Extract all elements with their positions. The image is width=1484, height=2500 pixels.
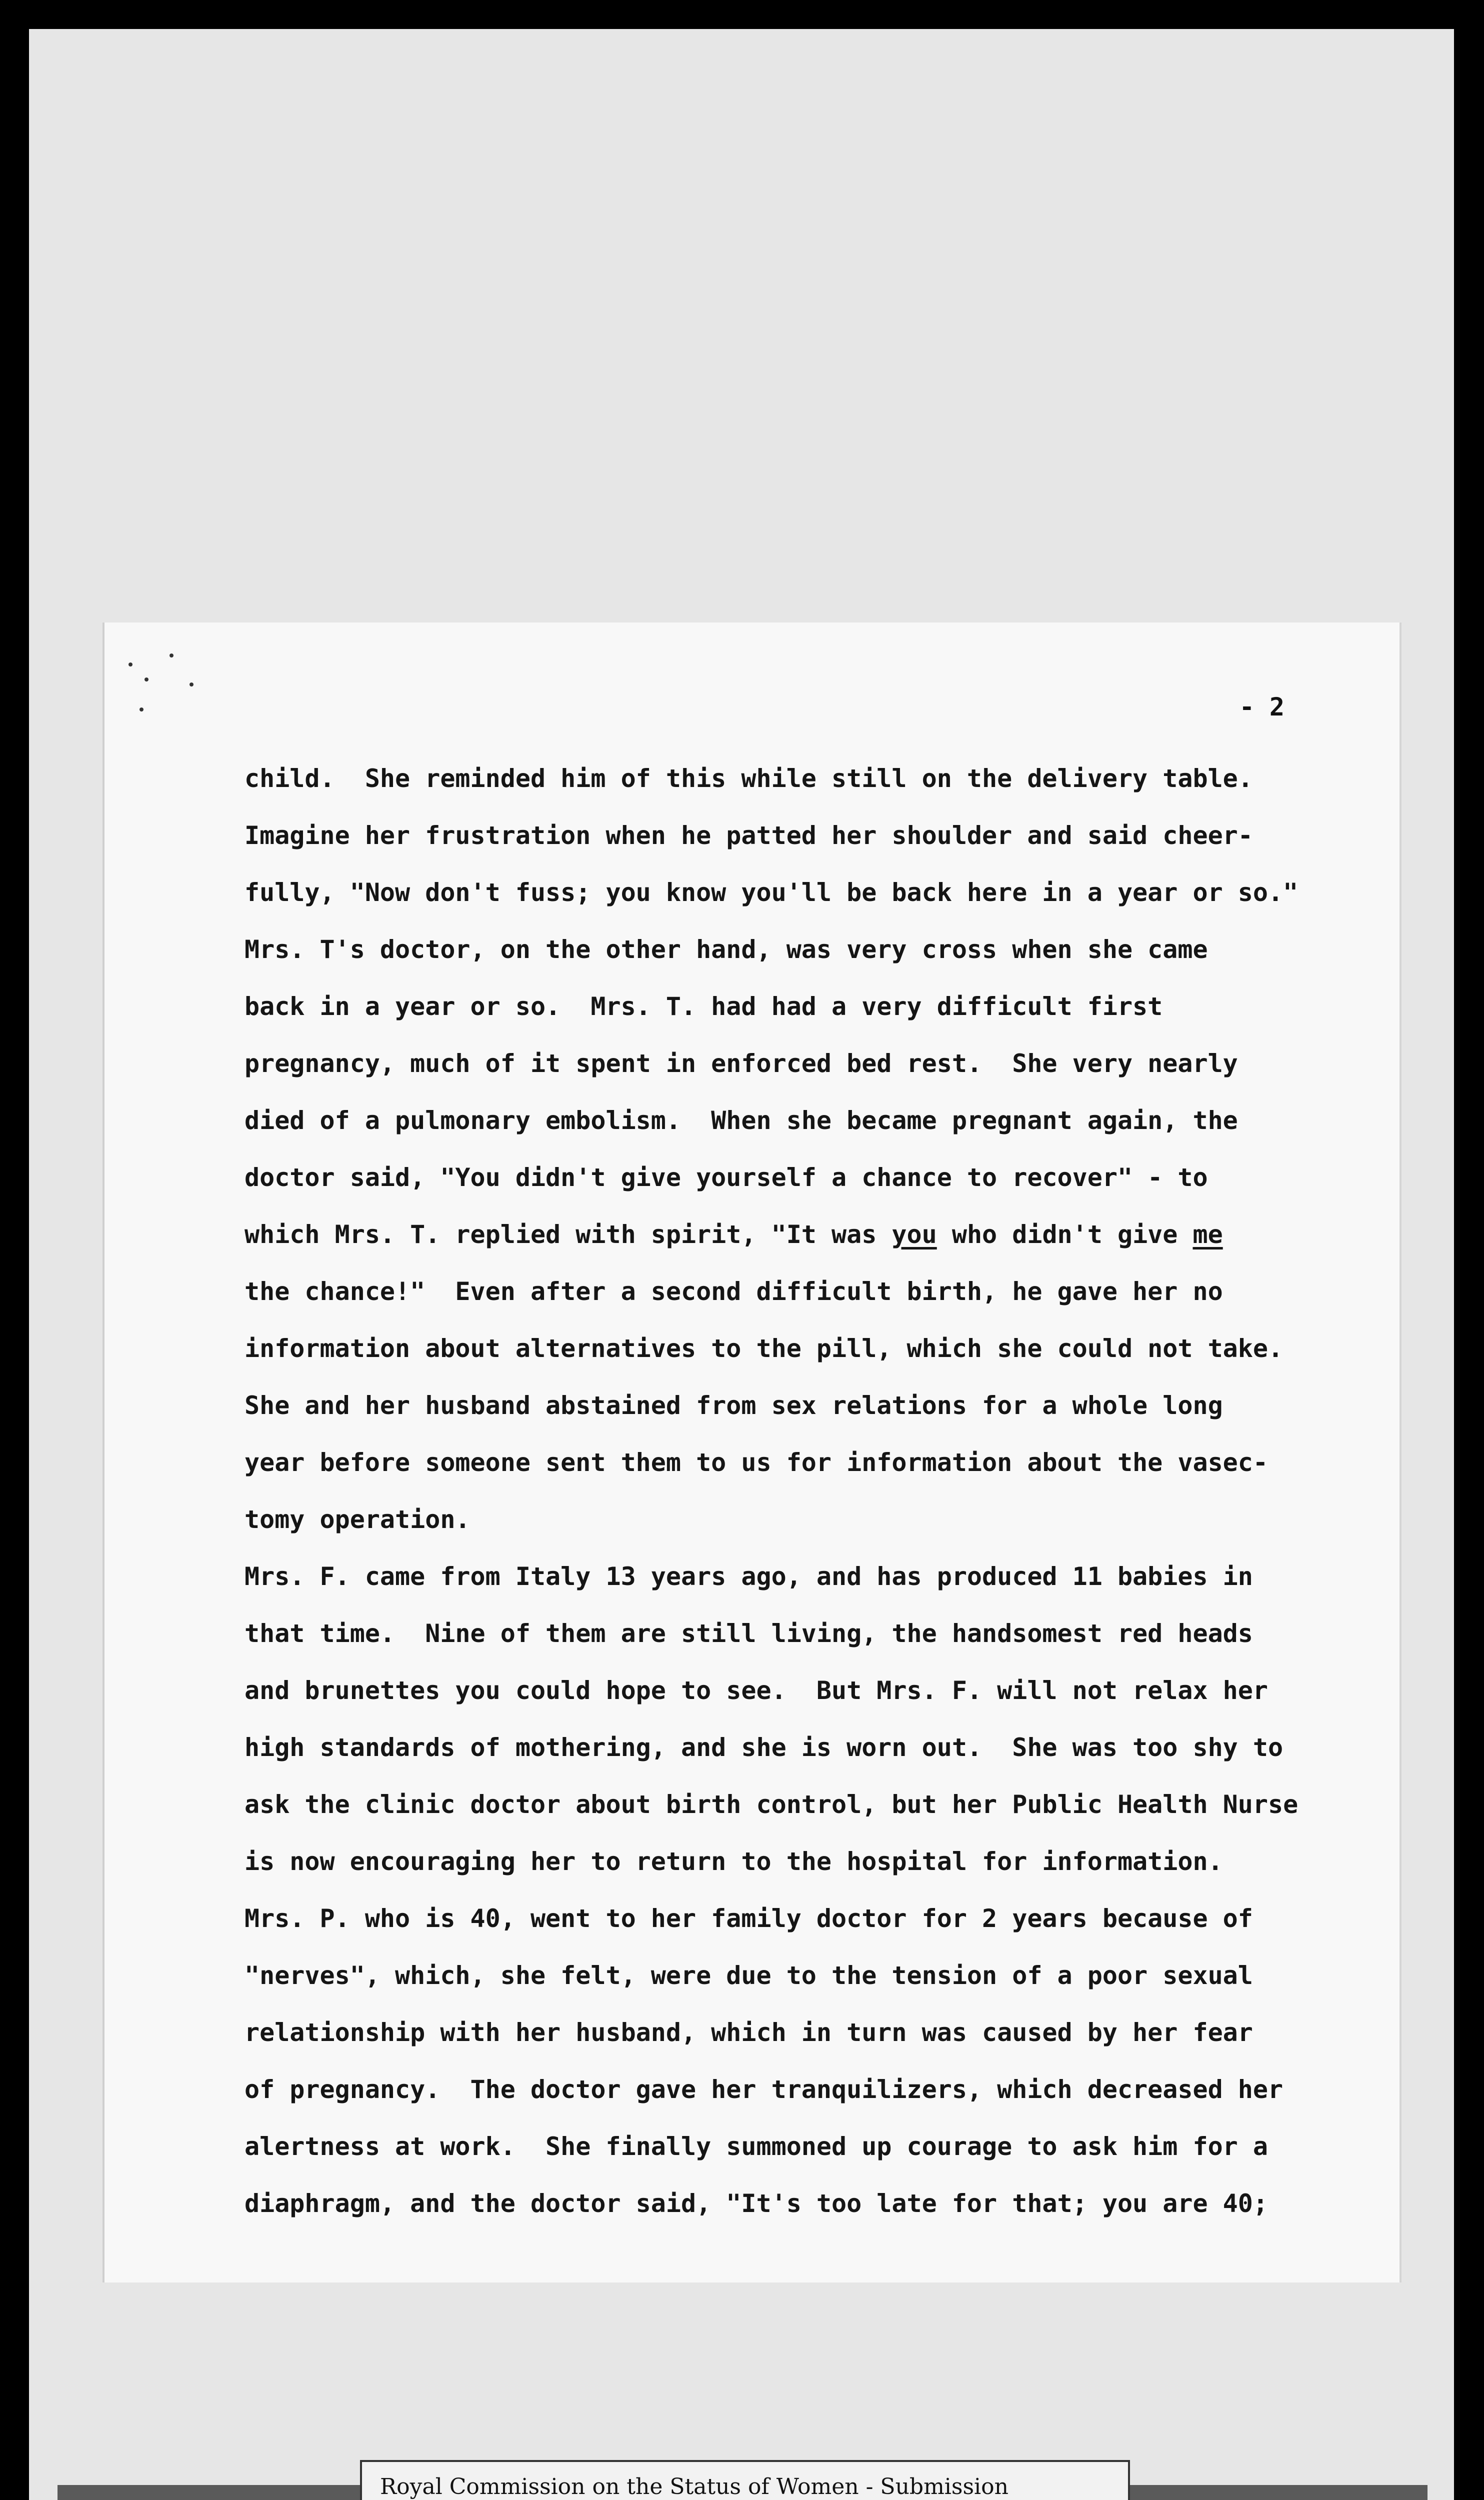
text-line: alertness at work. She finally summoned up courage to ask him for a bbox=[244, 2132, 1268, 2161]
text-line: diaphragm, and the doctor said, "It's too late for that; you are 40; bbox=[244, 2189, 1268, 2218]
text-line: pregnancy, much of it spent in enforced bed rest. She very nearly bbox=[244, 1049, 1238, 1078]
text-line: Mrs. F. came from Italy 13 years ago, and has produced 11 babies in bbox=[244, 1562, 1253, 1591]
typed-page bbox=[102, 622, 1402, 2282]
text-line: fully, "Now don't fuss; you know you'll be back here in a year or so." bbox=[244, 878, 1298, 907]
text-line-segment: who didn't give bbox=[936, 1220, 1193, 1249]
text-line: high standards of mothering, and she is worn out. She was too shy to bbox=[244, 1733, 1284, 1762]
ink-speck bbox=[128, 662, 132, 666]
text-line: Mrs. T's doctor, on the other hand, was very cross when she came bbox=[244, 935, 1208, 964]
text-line: is now encouraging her to return to the hospital for information. bbox=[244, 1847, 1223, 1876]
text-line: She and her husband abstained from sex relations for a whole long bbox=[244, 1391, 1223, 1420]
ink-speck bbox=[140, 708, 144, 712]
text-line: of pregnancy. The doctor gave her tranquilizers, which decreased her bbox=[244, 2075, 1284, 2104]
text-line: "nerves", which, she felt, were due to the tension of a poor sexual bbox=[244, 1961, 1253, 1990]
text-line: child. She reminded him of this while still on the delivery table. bbox=[244, 764, 1253, 793]
text-line: tomy operation. bbox=[244, 1505, 470, 1534]
text-line-segment: which Mrs. T. replied with spirit, "It was bbox=[244, 1220, 892, 1249]
page-number: - 2 bbox=[1239, 692, 1284, 722]
text-line: doctor said, "You didn't give yourself a chance to recover" - to bbox=[244, 1163, 1208, 1192]
text-line: back in a year or so. Mrs. T. had had a very difficult first bbox=[244, 992, 1163, 1021]
underlined-word: me bbox=[1192, 1220, 1223, 1249]
text-line: that time. Nine of them are still living, the handsomest red heads bbox=[244, 1619, 1253, 1648]
ink-speck bbox=[170, 654, 174, 658]
underlined-word: you bbox=[892, 1220, 937, 1249]
text-line: ask the clinic doctor about birth control, but her Public Health Nurse bbox=[244, 1790, 1298, 1819]
typed-body-text bbox=[244, 750, 1394, 2232]
text-line: the chance!" Even after a second difficult birth, he gave her no bbox=[244, 1277, 1223, 1306]
text-line: died of a pulmonary embolism. When she became pregnant again, the bbox=[244, 1106, 1238, 1135]
ink-speck bbox=[144, 678, 148, 682]
ink-speck bbox=[190, 682, 194, 686]
reference-label bbox=[360, 2460, 1130, 2500]
text-line: Imagine her frustration when he patted her shoulder and said cheer- bbox=[244, 821, 1253, 850]
text-line: year before someone sent them to us for information about the vasec- bbox=[244, 1448, 1268, 1477]
text-line: and brunettes you could hope to see. But Mrs. F. will not relax her bbox=[244, 1676, 1268, 1705]
text-line: Mrs. P. who is 40, went to her family doctor for 2 years because of bbox=[244, 1904, 1253, 1933]
reference-title: Royal Commission on the Status of Women - Submission bbox=[380, 2474, 1008, 2500]
text-line: relationship with her husband, which in turn was caused by her fear bbox=[244, 2018, 1253, 2047]
text-line: information about alternatives to the pill, which she could not take. bbox=[244, 1334, 1284, 1363]
